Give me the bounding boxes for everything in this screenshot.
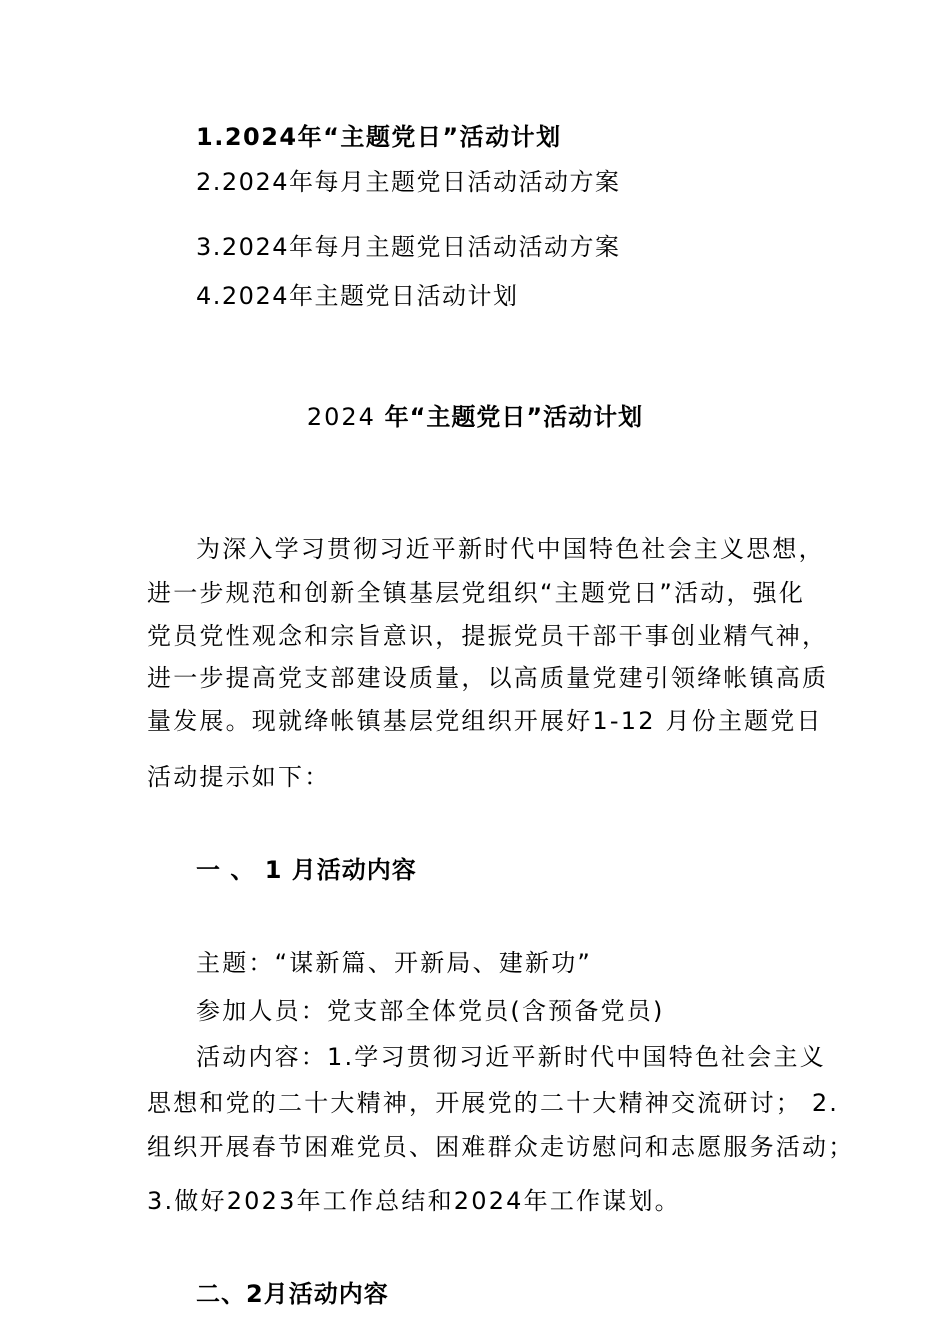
section1-theme: 主题：“谋新篇、开新局、建新功” (196, 949, 593, 977)
intro-line-2: 进一步规范和创新全镇基层党组织“主题党日”活动，强化 (147, 579, 806, 607)
section1-content-line-3: 组织开展春节困难党员、困难群众走访慰问和志愿服务活动； (147, 1133, 855, 1161)
document-title-year: 2024 (306, 403, 376, 431)
document-title (0, 401, 950, 433)
intro-line-4: 进一步提高党支部建设质量，以高质量党建引领绛帐镇高质 (147, 664, 829, 692)
toc-item-1: 1.2024年“主题党日”活动计划 (196, 123, 562, 151)
toc-item-2: 2.2024年每月主题党日活动活动方案 (196, 168, 621, 196)
toc-item-4: 4.2024年主题党日活动计划 (196, 282, 519, 310)
intro-line-3: 党员党性观念和宗旨意识，提振党员干部干事创业精气神， (147, 622, 829, 650)
intro-line-1: 为深入学习贯彻习近平新时代中国特色社会主义思想， (196, 535, 825, 563)
section1-participants: 参加人员：党支部全体党员(含预备党员) (196, 997, 665, 1025)
document-title-text: 年“主题党日”活动计划 (384, 403, 644, 431)
section-heading-february: 二、2月活动内容 (196, 1280, 389, 1308)
intro-line-6: 活动提示如下： (147, 763, 331, 791)
intro-line-5: 量发展。现就绛帐镇基层党组织开展好1-12 月份主题党日 (147, 707, 823, 735)
section1-content-line-1: 活动内容：1.学习贯彻习近平新时代中国特色社会主义 (196, 1043, 826, 1071)
section-heading-january: 一 、 1 月活动内容 (196, 856, 417, 884)
section1-content-line-4: 3.做好2023年工作总结和2024年工作谋划。 (147, 1187, 681, 1215)
section1-content-line-2: 思想和党的二十大精神，开展党的二十大精神交流研讨； 2. (147, 1089, 840, 1117)
toc-item-3: 3.2024年每月主题党日活动活动方案 (196, 233, 621, 261)
